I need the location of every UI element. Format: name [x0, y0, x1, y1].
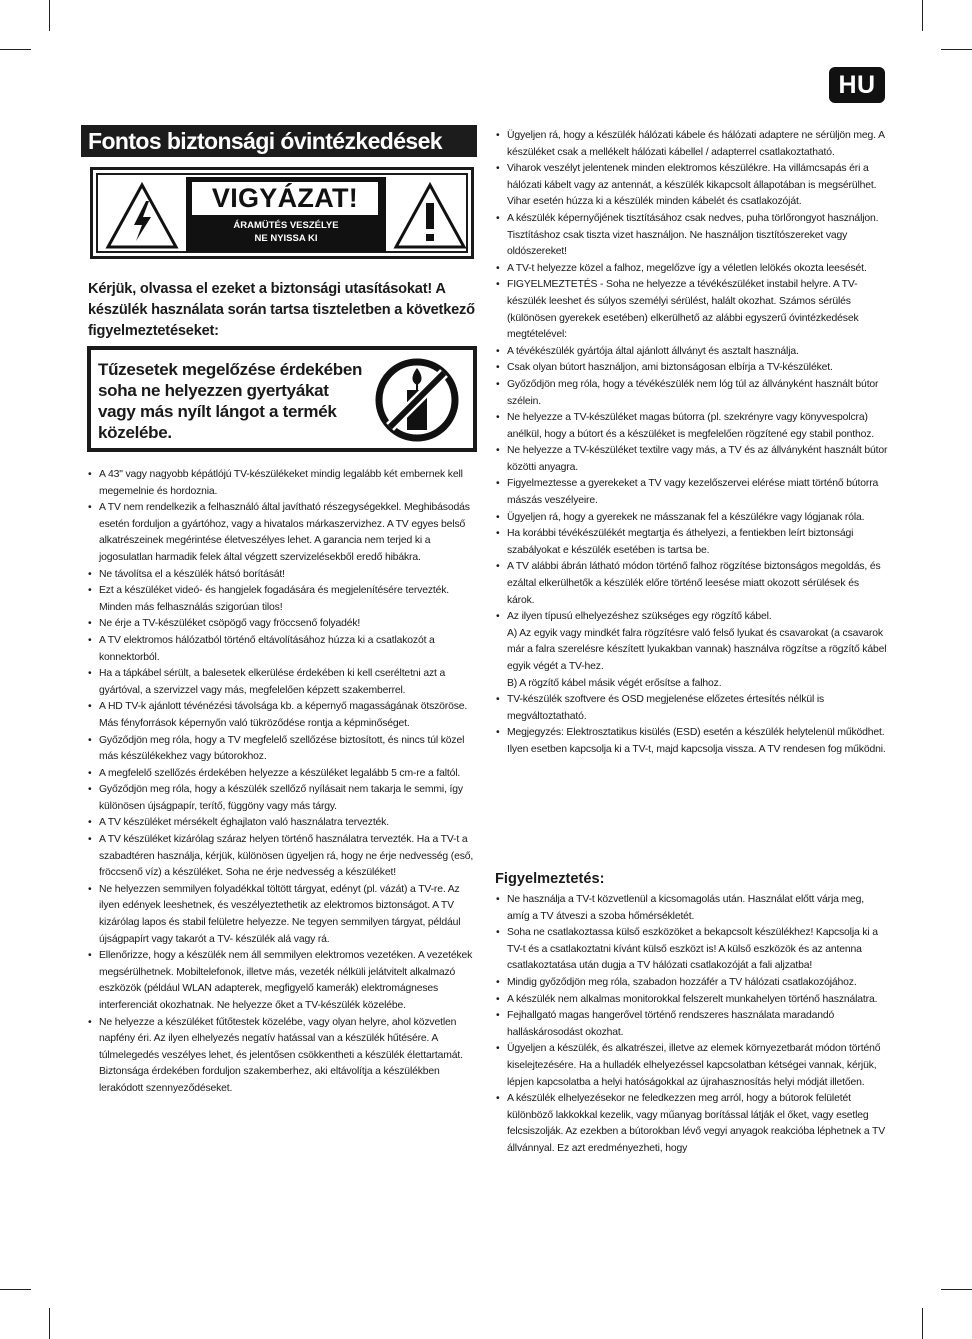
caution-sub-line-2: NE NYISSA KI	[254, 233, 318, 244]
list-item-with-notes	[494, 609, 888, 692]
list-item: • Győződjön meg róla, hogy a TV megfelelő szellőzése biztosított, és nincs túl közel más készülékekhez vagy bútorokhoz.	[86, 733, 478, 766]
list-item: • Ellenőrizze, hogy a készülék nem áll semmilyen elektromos vezetéken. A vezetékek megsérülhetnek. Mobiltelefonok, illetve más, vezeték nélküli jelátvitelt alkalmazó eszközök (például WLAN adapterek, megfigyelő kamerák) elektromágneses interferenciát okozhatnak. Ne helyezze őket a TV-készülék közelébe.	[86, 948, 478, 1014]
list-item: • Csak olyan bútort használjon, ami biztonságosan elbírja a TV-készüléket.	[494, 360, 888, 377]
crop-mark	[0, 49, 31, 50]
warning-bullet-list	[494, 892, 888, 1158]
caution-heading: VIGYÁZAT!	[192, 182, 378, 215]
list-item: • A készülék elhelyezésekor ne feledkezzen meg arról, hogy a bútorok felületét különböző lakkokkal kezelik, vagy műanyag borítással látják el őket, vagy esetleg felcsiszolják. Az ezekben a bútorokban lévő vegyi anyagok reakcióba léphetnek a TV állvánnyal. Ez azt eredményezheti, hogy	[494, 1091, 888, 1157]
fire-warning-text: Tűzesetek megelőzése érdekében soha ne helyezzen gyertyákat vagy más nyílt lángot a termék közelébe.	[98, 360, 363, 442]
list-item: • A 43" vagy nagyobb képátlójú TV-készülékeket mindig legalább két embernek kell megemelnie és hordoznia.	[86, 467, 478, 500]
crop-mark	[941, 1289, 972, 1290]
list-item: • Győződjön meg róla, hogy a készülék szellőző nyílásait nem takarja le semmi, így különösen újságpapír, terítő, függöny vagy más tárgy.	[86, 782, 478, 815]
cable-note-b: B) A rögzítő kábel másik végét erősítse a falhoz.	[507, 677, 722, 689]
list-item: • TV-készülék szoftvere és OSD megjelenése előzetes értesítés nélkül is megváltoztatható.	[494, 692, 888, 725]
list-item: • Ha korábbi tévékészülékét megtartja és áthelyezi, a fentiekben leírt biztonsági szabályokat e készülék esetében is tartsa be.	[494, 526, 888, 559]
list-item: • Fejhallgató magas hangerővel történő rendszeres használata maradandó halláskárosodást okozhat.	[494, 1008, 888, 1041]
list-item: • Ezt a készüléket videó- és hangjelek fogadására és megjelenítésére tervezték. Minden más felhasználás szigorúan tilos!	[86, 583, 478, 616]
list-item: • Figyelmeztesse a gyerekeket a TV vagy kezelőszervei elérése miatt történő bútorra mászás veszélyeire.	[494, 476, 888, 509]
list-item: • Ha a tápkábel sérült, a balesetek elkerülése érdekében ki kell cseréltetni azt a gyártóval, a szervizzel vagy más, megfelelően képzett szakemberrel.	[86, 666, 478, 699]
left-bullet-list	[86, 467, 478, 1098]
crop-mark	[49, 1308, 50, 1339]
list-item: • Győződjön meg róla, hogy a tévékészülék nem lóg túl az állványként használt bútor szélein.	[494, 377, 888, 410]
right-bullet-list	[494, 128, 888, 759]
list-item: • FIGYELMEZTETÉS - Soha ne helyezze a tévékészüléket instabil helyre. A TV-készülék leeshet és súlyos személyi sérülést, halált okozhat. Számos sérülés (különösen gyerekek esetében) elkerülhető az alábbi egyszerű óvintézkedések megtételével:	[494, 277, 888, 343]
list-item: • Ne távolítsa el a készülék hátsó borítását!	[86, 567, 478, 584]
intro-text: Kérjük, olvassa el ezeket a biztonsági utasításokat! A készülék használata során tartsa tiszteletben a következő figyelmeztetéseket:	[88, 281, 475, 339]
no-candle-icon	[373, 356, 461, 444]
list-item: • Ne használja a TV-t közvetlenül a kicsomagolás után. Használat előtt várja meg, amíg a TV átveszi a szoba hőmérsékletét.	[494, 892, 888, 925]
language-badge: HU	[829, 67, 885, 103]
exclamation-warning-icon	[392, 181, 468, 251]
caution-subtext	[186, 219, 386, 245]
list-item: • A TV készüléket kizárólag száraz helyen történő használatra tervezték. Ha a TV-t a szabadtéren használja, kérjük, különösen ügyeljen rá, hogy ne érje nedvesség (eső, fröccsenő víz) a készüléket. Soha ne érje nedvesség a készüléket!	[86, 832, 478, 882]
list-item: • A TV-t helyezze közel a falhoz, megelőzve így a véletlen lelökés okozta leesését.	[494, 261, 888, 278]
list-item: • Ne helyezze a készüléket fűtőtestek közelébe, vagy olyan helyre, ahol közvetlen napfény éri. Az ilyen elhelyezés negatív hatással van a készülék hűtésére. A túlmelegedés veszélyes lehet, és jelentősen csökkentheti a készülék élettartamát. Biztonsága érdekében forduljon szakemberhez, aki eltávolítja a készülékben lerakódott szennyeződéseket.	[86, 1015, 478, 1098]
list-item: • A készülék nem alkalmas monitorokkal felszerelt munkahelyen történő használatra.	[494, 992, 888, 1009]
list-item: • A tévékészülék gyártója által ajánlott állványt és asztalt használja.	[494, 344, 888, 361]
list-item: • A TV elektromos hálózatból történő eltávolításához húzza ki a csatlakozót a konnektorból.	[86, 633, 478, 666]
cable-note-a: A) Az egyik vagy mindkét falra rögzítésre való felső lyukat és csavarokat (a csavarok már a falra szerelésre készített lyukakban vannak) használva rögzítse a rögzítő kábel egyik végét a TV-hez.	[507, 627, 887, 672]
list-item: • A TV nem rendelkezik a felhasználó által javítható részegységekkel. Meghibásodás esetén forduljon a gyártóhoz, vagy a hivatalos márkaszervizhez. A TV egyes belső alkatrészeinek megérintése életveszélyes lehet. A garancia nem terjed ki a jogosulatlan harmadik felek által végzett szervizelésekből eredő hibákra.	[86, 500, 478, 566]
list-item: • Ne helyezze a TV-készüléket textilre vagy más, a TV és az állványként használt bútor közötti anyagra.	[494, 443, 888, 476]
list-item: • A TV készüléket mérsékelt éghajlaton való használatra tervezték.	[86, 815, 478, 832]
list-item: • Ügyeljen rá, hogy a készülék hálózati kábele és hálózati adaptere ne sérüljön meg. A készüléket csak a mellékelt hálózati kábellel / adapterrel csatlakoztatható.	[494, 128, 888, 161]
warning-heading: Figyelmeztetés:	[495, 871, 605, 887]
electric-shock-warning-icon	[104, 181, 180, 251]
crop-mark	[922, 0, 923, 31]
list-item: • A készülék képernyőjének tisztításához csak nedves, puha törlőrongyot használjon. Tisztításhoz csak tiszta vizet használjon. Ne használjon tisztítószereket vagy oldószereket!	[494, 211, 888, 261]
list-item: • A megfelelő szellőzés érdekében helyezze a készüléket legalább 5 cm-re a faltól.	[86, 766, 478, 783]
list-item: • Soha ne csatlakoztassa külső eszközöket a bekapcsolt készülékhez! Kapcsolja ki a TV-t és a csatlakoztatni kívánt külső eszközt is! A külső eszközök és az antenna csatlakoztatása után dugja a TV hálózati csatlakozóját a fali aljzatba!	[494, 925, 888, 975]
page-title: Fontos biztonsági óvintézkedések	[88, 128, 442, 154]
caution-center-panel	[186, 177, 386, 252]
fire-warning-box	[87, 346, 477, 452]
list-item: • Ügyeljen rá, hogy a gyerekek ne másszanak fel a készülékre vagy lógjanak róla.	[494, 510, 888, 527]
caution-sub-line-1: ÁRAMÜTÉS VESZÉLYE	[233, 220, 339, 231]
crop-mark	[922, 1308, 923, 1339]
crop-mark	[0, 1289, 31, 1290]
list-item: • A HD TV-k ajánlott tévénézési távolsága kb. a képernyő magasságának ötszöröse. Más fényforrások képernyőn való tükröződése rontja a képminőséget.	[86, 699, 478, 732]
list-item-text: • Az ilyen típusú elhelyezéshez szükséges egy rögzítő kábel.	[507, 611, 772, 623]
list-item: • Ne érje a TV-készüléket csöpögő vagy fröccsenő folyadék!	[86, 616, 478, 633]
list-item: • Ügyeljen a készülék, és alkatrészei, illetve az elemek környezetbarát módon történő kiselejtezésére. Ha a hulladék elhelyezéssel kapcsolatban kétségei vannak, kérjük, lépjen kapcsolatba a helyi hatóságokkal az újrahasznosítás helyi módját illetően.	[494, 1041, 888, 1091]
section-title-bar	[81, 125, 477, 157]
list-item: • Mindig győződjön meg róla, szabadon hozzáfér a TV hálózati csatlakozójához.	[494, 975, 888, 992]
list-item: • Ne helyezze a TV-készüléket magas bútorra (pl. szekrényre vagy könyvespolcra) anélkül, hogy a bútort és a készüléket is megfelelően rögzítené egy stabil ponthoz.	[494, 410, 888, 443]
list-item: • Viharok veszélyt jelentenek minden elektromos készülékre. Ha villámcsapás éri a hálózati kábelt vagy az antennát, a készülék kikapcsolt állapotában is megsérülhet. Vihar esetén húzza ki a készülék minden kábelét és csatlakozóját.	[494, 161, 888, 211]
crop-mark	[49, 0, 50, 31]
crop-mark	[941, 49, 972, 50]
list-item: • Megjegyzés: Elektrosztatikus kisülés (ESD) esetén a készülék helytelenül működhet. Ilyen esetben kapcsolja ki a TV-t, majd kapcsolja vissza. A TV rendesen fog működni.	[494, 725, 888, 758]
list-item: • A TV alábbi ábrán látható módon történő falhoz rögzítése biztonságos megoldás, és ezáltal elkerülhetők a készülék előre történő leesése miatt okozott sérülések és károk.	[494, 559, 888, 609]
caution-inner-frame	[96, 173, 468, 253]
list-item: • Ne helyezzen semmilyen folyadékkal töltött tárgyat, edényt (pl. vázát) a TV-re. Az ilyen edények leeshetnek, és veszélyeztethetik az elektromos biztonságot. A TV kizárólag lapos és stabil felületre helyezze. Ne tegyen semmilyen tárgyat, például újságpapírt vagy takarót a TV- készülék alá vagy rá.	[86, 882, 478, 948]
caution-label	[90, 167, 474, 259]
